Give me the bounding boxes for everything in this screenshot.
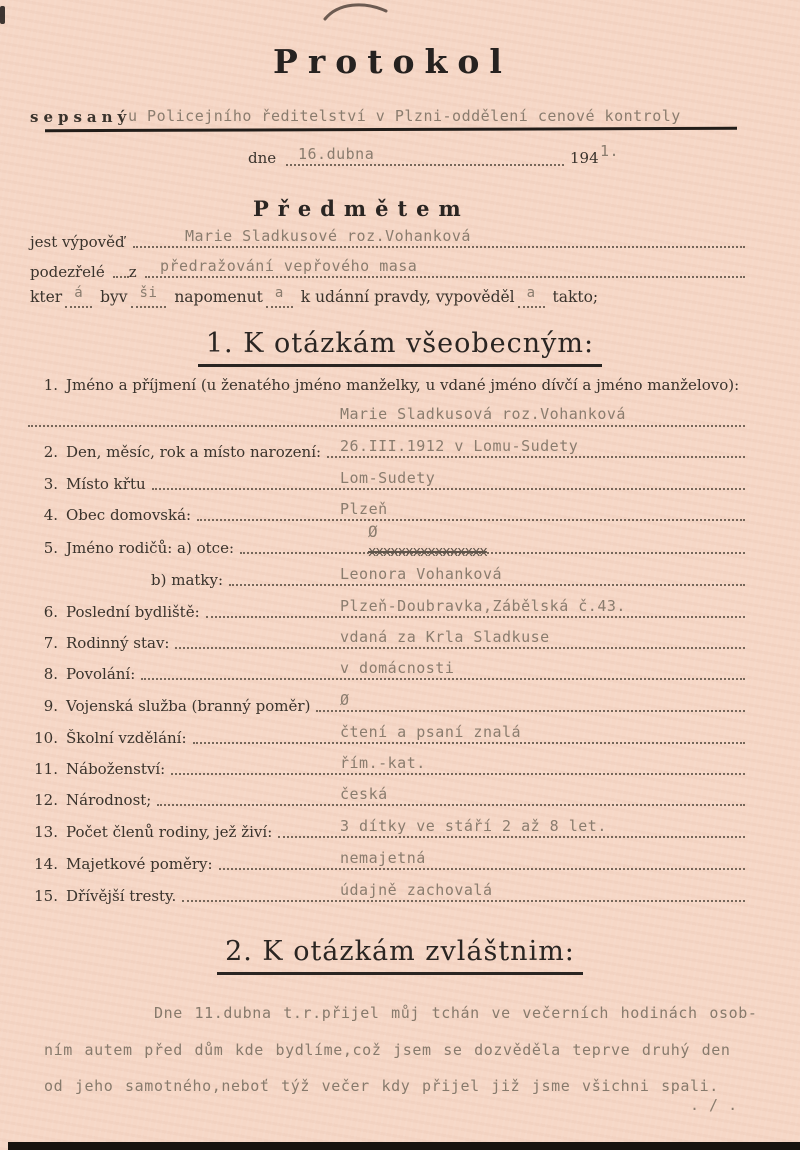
subject-row-suspect <box>30 252 745 282</box>
question-row-12 <box>28 780 745 810</box>
question-label: Jméno rodičů: a) otce: <box>66 539 235 557</box>
answer-value: Marie Sladkusová roz.Vohanková <box>340 405 626 423</box>
struck-out-text: xxxxxxxxxxxxxxxx <box>368 544 487 560</box>
typed-insert: ši <box>131 288 167 308</box>
question-number: 15. <box>34 887 58 905</box>
year-printed: 194 <box>570 149 599 167</box>
question-row-8 <box>28 654 745 684</box>
question-row-5b <box>28 560 745 590</box>
date-typed-value: 16.dubna <box>298 145 375 163</box>
answer-value: 3 dítky ve stáří 2 až 8 let. <box>340 817 607 835</box>
dotted-line <box>193 742 745 744</box>
section1-heading: 1. K otázkám všeobecným: <box>0 328 800 367</box>
question-number: 3. <box>43 475 58 493</box>
printed-fragment: napomenut <box>174 288 263 306</box>
question-label: b) matky: <box>151 571 224 589</box>
answer-value: Leonora Vohanková <box>340 565 503 583</box>
subject-heading: Předmětem <box>253 196 470 221</box>
scan-bottom-edge <box>8 1142 800 1150</box>
question-label: Národnost; <box>66 791 152 809</box>
dotted-line <box>240 552 745 554</box>
question-label: Obec domovská: <box>66 506 192 524</box>
question-label: Den, měsíc, rok a místo narození: <box>66 443 322 461</box>
testimony-line: Dne 11.dubna t.r.přijel můj tchán ve večerních hodinách osob- <box>154 1004 758 1022</box>
printed-fragment: takto; <box>552 288 599 306</box>
dotted-line <box>133 246 745 248</box>
dotted-line <box>171 773 745 775</box>
written-by-label: sepsaný <box>30 108 132 126</box>
question-label: Rodinný stav: <box>66 634 170 652</box>
question-number: 6. <box>43 603 58 621</box>
question-number: 11. <box>34 760 58 778</box>
dotted-line <box>219 868 745 870</box>
typed-insert: á <box>65 288 92 308</box>
answer-value: Ø <box>340 691 350 709</box>
question-label: Místo křtu <box>66 475 146 493</box>
question-row-1 <box>28 376 788 394</box>
question-number: 2. <box>43 443 58 461</box>
dotted-line <box>229 584 745 586</box>
question-number: 1. <box>43 376 58 394</box>
typed-insert: a <box>518 288 545 308</box>
question-label: Dřívější tresty. <box>66 887 177 905</box>
printed-fragment: byv <box>100 288 128 306</box>
answer-value: Plzeň-Doubravka,Zábělská č.43. <box>340 597 626 615</box>
date-label: dne <box>248 149 277 167</box>
testimony-line: ním autem před dům kde bydlíme,což jsem se dozvěděla teprve druhý den <box>44 1040 731 1059</box>
answer-value: vdaná za Krla Sladkuse <box>340 628 550 646</box>
answer-value: nemajetná <box>340 849 426 867</box>
dotted-line <box>278 836 745 838</box>
question-row-11 <box>28 749 745 779</box>
dotted-line <box>28 425 745 427</box>
dotted-line <box>145 276 745 278</box>
question-number: 7. <box>43 634 58 652</box>
dotted-line <box>316 710 745 712</box>
question-label: Školní vzdělání: <box>66 729 187 747</box>
answer-value: česká <box>340 785 388 803</box>
answer-value: Plzeň <box>340 500 388 518</box>
document-title: Protokol <box>273 42 512 81</box>
question-row-6 <box>28 592 745 622</box>
pen-mark <box>320 0 390 24</box>
question-label: Povolání: <box>66 665 136 683</box>
year-typed: 1. <box>600 142 620 160</box>
dotted-line <box>152 488 745 490</box>
typed-insert: a <box>266 288 293 308</box>
dotted-line <box>141 678 745 680</box>
answer-value: čtení a psaní znalá <box>340 723 522 741</box>
dotted-line <box>157 804 745 806</box>
answer-value: v domácnosti <box>340 659 455 677</box>
question-number: 12. <box>34 791 58 809</box>
dotted-line <box>175 647 745 649</box>
question-label: Majetkové poměry: <box>66 855 213 873</box>
question-number: 5. <box>43 539 58 557</box>
section2-heading: 2. K otázkám zvláštnim: <box>0 936 800 975</box>
question-label: Poslední bydliště: <box>66 603 200 621</box>
question-row-2 <box>28 432 745 462</box>
question-row-3 <box>28 464 745 494</box>
printed-fragment: k udánní pravdy, vypověděl <box>300 288 515 306</box>
question-row-9 <box>28 686 745 716</box>
question-label: Vojenská služba (branný poměr) <box>66 697 311 715</box>
suspect-connector: z <box>128 263 137 281</box>
testimony-line: od jeho samotného,neboť týž večer kdy přijel již jsme všichni spali. <box>44 1077 719 1095</box>
statement-label: jest výpověď <box>30 233 125 251</box>
date-line <box>248 144 648 170</box>
question-number: 14. <box>34 855 58 873</box>
dotted-line <box>113 276 129 278</box>
question-row-14 <box>28 844 745 874</box>
dotted-line <box>206 616 745 618</box>
answer-value: řím.-kat. <box>340 754 426 772</box>
question-number: 13. <box>34 823 58 841</box>
office-typed-text: u Policejního ředitelství v Plzni-oddělení cenové kontroly <box>128 107 681 125</box>
answer-value: údajně zachovalá <box>340 881 493 899</box>
date-dotted-line <box>286 164 564 166</box>
question-number: 8. <box>43 665 58 683</box>
question-number: 10. <box>34 729 58 747</box>
question-number: 9. <box>43 697 58 715</box>
question-row-4 <box>28 495 745 525</box>
question-row-13 <box>28 812 745 842</box>
question-number <box>28 589 58 590</box>
answer-row-1 <box>28 403 745 431</box>
dotted-line <box>182 900 745 902</box>
suspect-label: podezřelé <box>30 263 105 281</box>
dotted-line <box>197 519 745 521</box>
page-continuation-mark: . / . <box>690 1096 738 1114</box>
question-row-15 <box>28 876 745 906</box>
question-label: Počet členů rodiny, jež živí: <box>66 823 273 841</box>
suspect-value: předražování vepřového masa <box>160 257 418 275</box>
testimony-paragraph <box>44 995 764 1105</box>
answer-value: 26.III.1912 v Lomu-Sudety <box>340 437 579 455</box>
question-number: 4. <box>43 506 58 524</box>
answer-value-father: Ø <box>368 522 379 541</box>
question-label: Náboženství: <box>66 760 166 778</box>
admonition-line <box>30 285 770 308</box>
dotted-line <box>327 456 745 458</box>
question-label: Jméno a příjmení (u ženatého jméno manželky, u vdané jméno dívčí a jméno manželovo): <box>66 376 740 394</box>
statement-value: Marie Sladkusové roz.Vohanková <box>185 227 471 245</box>
answer-value: Lom-Sudety <box>340 469 436 487</box>
question-row-10 <box>28 718 745 748</box>
header-rule <box>45 127 737 132</box>
question-row-7 <box>28 623 745 653</box>
subject-row-statement <box>30 222 745 252</box>
printed-fragment: kter <box>30 288 63 306</box>
scan-edge-mark <box>0 6 5 24</box>
